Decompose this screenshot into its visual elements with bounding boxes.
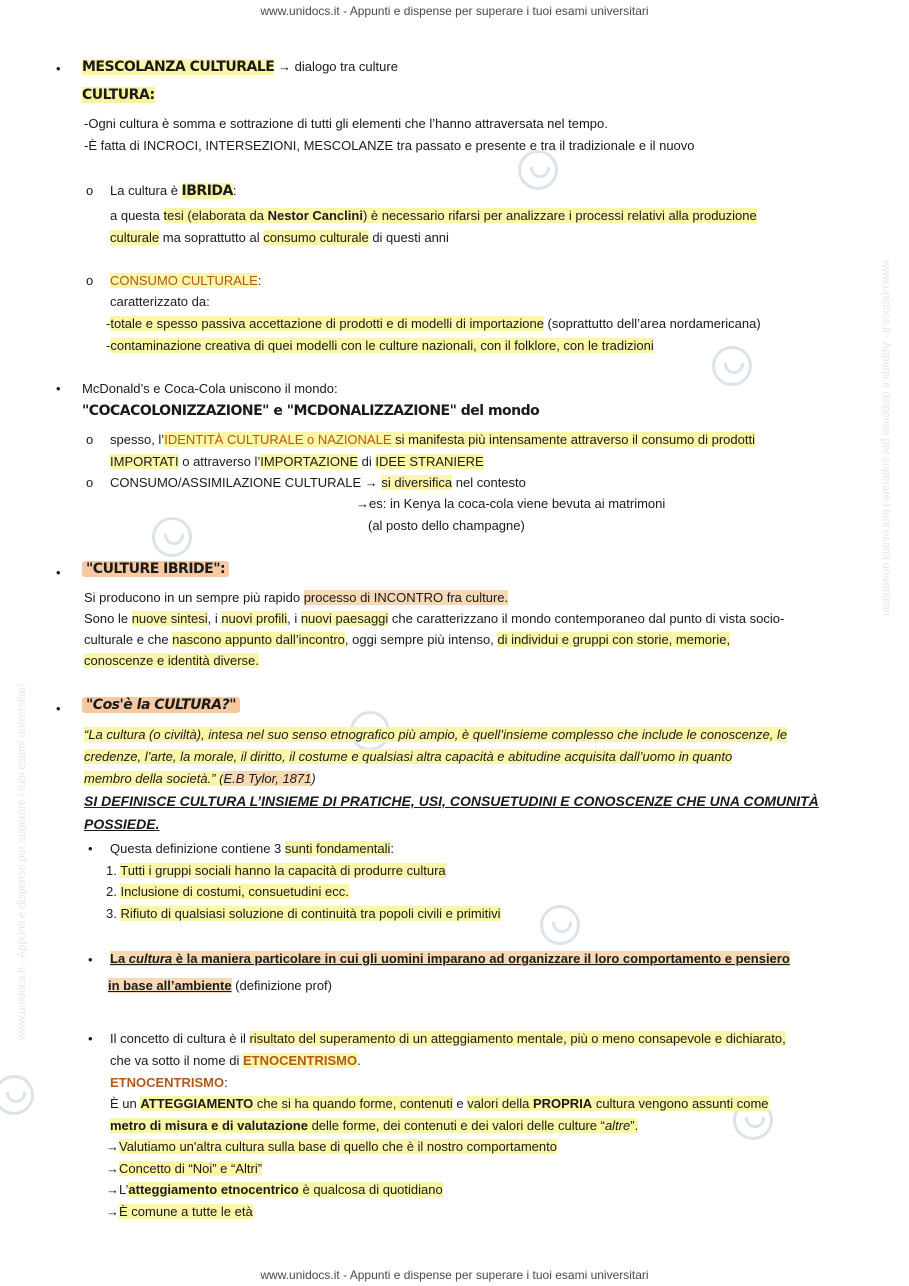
arrow-icon: → (106, 1161, 119, 1176)
tylor-quote-line2: credenze, l’arte, la morale, il diritto, il costume e qualsiasi altra capacità e abitudine acquisita dall’uomo in quanto (84, 749, 733, 764)
watermark-logo-icon (518, 150, 558, 190)
consumo-title-line: CONSUMO CULTURALE: (110, 273, 262, 288)
section3-line3: culturale e che nascono appunto dall’incontro, oggi sempre più intenso, di individui e gruppi con storie, memorie, (84, 632, 731, 647)
section2-line1: McDonald’s e Coca-Cola uniscono il mondo: (82, 381, 338, 396)
tylor-quote-line3: membro della società.” (E.B Tylor, 1871) (84, 771, 316, 786)
footer-banner: www.unidocs.it - Appunti e dispense per superare i tuoi esami universitari (260, 1268, 649, 1282)
etno-line2: che va sotto il nome di ETNOCENTRISMO. (110, 1053, 361, 1068)
etno-arrow-item: →Concetto di “Noi” e “Altri” (106, 1161, 263, 1176)
consumo-line3: -contaminazione creativa di quei modelli con le culture nazionali, con il folklore, con le tradizioni (106, 338, 654, 353)
etno-line3: È un ATTEGGIAMENTO che si ha quando forme, contenuti e valori della PROPRIA cultura vengono assunti come (110, 1096, 769, 1111)
kenya-example-note: (al posto dello champagne) (368, 518, 525, 533)
section4-title: "Cos'è la CULTURA?" (82, 697, 240, 714)
arrow-icon: → (277, 59, 291, 74)
identita-line1: spesso, l’IDENTITÀ CULTURALE o NAZIONALE si manifesta più intensamente attraverso il consumo di prodotti (110, 432, 755, 447)
header-banner: www.unidocs.it - Appunti e dispense per superare i tuoi esami universitari (260, 4, 649, 18)
list-item: 1. Tutti i gruppi sociali hanno la capacità di produrre cultura (106, 863, 446, 878)
bullet-dot: • (56, 381, 61, 396)
consumo-line2: -totale e spesso passiva accettazione di prodotti e di modelli di importazione (soprattutto dell’area nordamericana) (106, 316, 761, 331)
section1-heading: CULTURA: (82, 87, 155, 103)
section3-line1: Si producono in un sempre più rapido processo di INCONTRO fra culture. (84, 590, 509, 605)
etno-line4: metro di misura e di valutazione delle forme, dei contenuti e dei valori delle culture “altre”. (110, 1118, 639, 1133)
section3-line2: Sono le nuove sintesi, i nuovi profili, i nuovi paesaggi che caratterizzano il mondo contemporaneo dal punto di vista socio- (84, 611, 785, 626)
section3-line4: conoscenze e identità diverse. (84, 653, 259, 668)
definition-line2: POSSIEDE. (84, 816, 160, 832)
citation: E.B Tylor, 1871 (223, 771, 312, 786)
tylor-quote-line1: “La cultura (o civiltà), intesa nel suo senso etnografico più ampio, è quell’insieme complesso che include le conoscenze, le (84, 727, 788, 742)
etno-arrow-item: →Valutiamo un'altra cultura sulla base di quello che è il nostro comportamento (106, 1139, 557, 1154)
watermark-logo-icon (712, 346, 752, 386)
etno-heading-line: ETNOCENTRISMO: (110, 1075, 228, 1090)
author-name: Nestor Canclini (267, 208, 363, 223)
bullet-dot: • (88, 952, 93, 967)
ibrida-desc-line2: culturale ma soprattutto al consumo culturale di questi anni (110, 230, 449, 245)
sub-bullet: o (86, 183, 94, 198)
consumo-title: CONSUMO CULTURALE (110, 273, 258, 288)
etno-line1: Il concetto di cultura è il risultato del superamento di un atteggiamento mentale, più o meno consapevole e dichiarato, (110, 1031, 786, 1046)
section1-line2: -È fatta di INCROCI, INTERSEZIONI, MESCOLANZE tra passato e presente e tra il tradizionale e il nuovo (84, 138, 695, 153)
identita-line2: IMPORTATI o attraverso l’IMPORTAZIONE di IDEE STRANIERE (110, 454, 484, 469)
etno-arrow-item: →L’atteggiamento etnocentrico è qualcosa di quotidiano (106, 1182, 443, 1197)
section2-title: "COCACOLONIZZAZIONE" e "MCDONALIZZAZIONE" del mondo (82, 403, 540, 419)
kenya-example: →es: in Kenya la coca-cola viene bevuta ai matrimoni (356, 496, 666, 511)
bullet-dot: • (56, 61, 61, 76)
section1-subtitle: dialogo tra culture (294, 59, 398, 74)
section3-title: "CULTURE IBRIDE": (82, 561, 229, 578)
sub-bullet: o (86, 273, 94, 288)
bullet-dot: • (88, 841, 93, 856)
definition-line1: SI DEFINISCE CULTURA L’INSIEME DI PRATICHE, USI, CONSUETUDINI E CONOSCENZE CHE UNA COMUNITÀ (84, 793, 819, 809)
prof-definition-line2: in base all’ambiente (definizione prof) (108, 978, 332, 993)
arrow-icon: → (106, 1204, 119, 1219)
assimilazione-line: CONSUMO/ASSIMILAZIONE CULTURALE → si diversifica nel contesto (110, 475, 526, 490)
section1-title: MESCOLANZA CULTURALE (82, 59, 275, 75)
sub-bullet: o (86, 432, 94, 447)
etno-arrow-item: →È comune a tutte le età (106, 1204, 253, 1219)
section1-title-line (82, 58, 398, 76)
ibrida-word: IBRIDA (181, 183, 233, 199)
prof-definition-line1: La cultura è la maniera particolare in cui gli uomini imparano ad organizzare il loro comportamento e pensiero (110, 951, 790, 966)
etno-heading: ETNOCENTRISMO (110, 1075, 225, 1090)
watermark-logo-icon (540, 905, 580, 945)
section1-line1: -Ogni cultura è somma e sottrazione di tutti gli elementi che l’hanno attraversata nel tempo. (84, 116, 608, 131)
side-watermark-left: www.unidocs.it - Appunti e dispense per superare i tuoi esami universitari (16, 684, 28, 1040)
watermark-logo-icon (0, 1075, 34, 1115)
bullet-dot: • (56, 701, 61, 716)
bullet-dot: • (56, 565, 61, 580)
list-item: 3. Rifiuto di qualsiasi soluzione di continuità tra popoli civili e primitivi (106, 906, 501, 921)
ibrida-line: La cultura è IBRIDA: (110, 183, 237, 199)
arrow-icon: → (106, 1139, 119, 1154)
definition-sub-line: Questa definizione contiene 3 sunti fondamentali: (110, 841, 395, 856)
sub-bullet: o (86, 475, 94, 490)
watermark-logo-icon (152, 517, 192, 557)
consumo-line1: caratterizzato da: (110, 294, 210, 309)
bullet-dot: • (88, 1031, 93, 1046)
list-item: 2. Inclusione di costumi, consuetudini ecc. (106, 884, 349, 899)
ibrida-desc-line1: a questa tesi (elaborata da Nestor Canclini) è necessario rifarsi per analizzare i processi relativi alla produzione (110, 208, 757, 223)
side-watermark-right: www.unidocs.it - Appunti e dispense per superare i tuoi esami universitari (880, 260, 892, 616)
